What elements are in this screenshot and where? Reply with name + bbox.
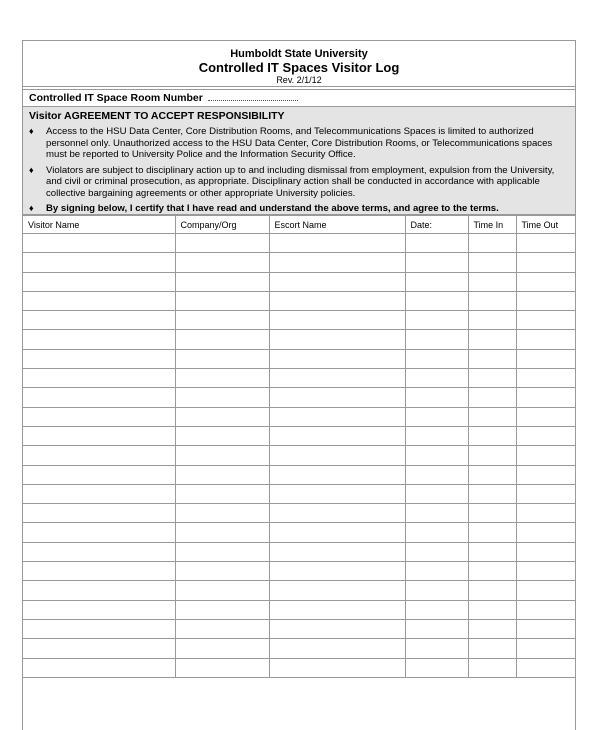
log-entry-cell[interactable]	[23, 562, 175, 581]
table-row	[23, 426, 576, 445]
log-entry-cell[interactable]	[405, 407, 468, 426]
table-row	[23, 484, 576, 503]
log-entry-cell[interactable]	[23, 504, 175, 523]
log-entry-cell[interactable]	[175, 446, 269, 465]
log-entry-cell[interactable]	[175, 311, 269, 330]
log-entry-cell[interactable]	[175, 562, 269, 581]
table-row	[23, 407, 576, 426]
table-row	[23, 253, 576, 272]
log-entry-cell[interactable]	[405, 658, 468, 677]
log-entry-cell[interactable]	[468, 407, 516, 426]
room-number-label: Controlled IT Space Room Number	[29, 92, 203, 104]
table-row	[23, 658, 576, 677]
diamond-bullet-icon: ♦	[29, 164, 34, 175]
log-entry-cell[interactable]	[23, 658, 175, 677]
visitor-log-table	[23, 215, 576, 678]
log-entry-cell[interactable]	[468, 272, 516, 291]
log-entry-cell[interactable]	[516, 253, 576, 272]
table-row	[23, 272, 576, 291]
log-entry-cell[interactable]	[269, 523, 405, 542]
log-entry-cell[interactable]	[405, 619, 468, 638]
log-entry-cell[interactable]	[516, 291, 576, 310]
log-entry-cell[interactable]	[405, 542, 468, 561]
log-entry-cell[interactable]	[175, 388, 269, 407]
form-header	[23, 41, 575, 87]
log-entry-cell[interactable]	[468, 465, 516, 484]
diamond-bullet-icon: ♦	[29, 203, 34, 213]
column-header-visitor-name: Visitor Name	[23, 216, 175, 234]
log-entry-cell[interactable]	[175, 600, 269, 619]
log-entry-cell[interactable]	[269, 407, 405, 426]
log-entry-cell[interactable]	[23, 639, 175, 658]
log-entry-cell[interactable]	[269, 234, 405, 253]
log-entry-cell[interactable]	[468, 484, 516, 503]
table-row	[23, 619, 576, 638]
column-header-company: Company/Org	[175, 216, 269, 234]
log-entry-cell[interactable]	[468, 369, 516, 388]
log-entry-cell[interactable]	[516, 234, 576, 253]
log-entry-cell[interactable]	[468, 446, 516, 465]
log-entry-cell[interactable]	[468, 234, 516, 253]
log-entry-cell[interactable]	[175, 291, 269, 310]
log-entry-cell[interactable]	[269, 504, 405, 523]
table-header-row	[23, 216, 576, 234]
log-entry-cell[interactable]	[468, 504, 516, 523]
log-entry-cell[interactable]	[405, 253, 468, 272]
log-entry-cell[interactable]	[405, 330, 468, 349]
log-entry-cell[interactable]	[269, 639, 405, 658]
log-entry-cell[interactable]	[175, 542, 269, 561]
bullet-text: Violators are subject to disciplinary action up to and including dismissal from employment, expulsion from the University, and civil or criminal prosecution, as appropriate. Disciplinary action shall be conducted in accordance with applicable collective bargaining agreements or other appropriate University policies.	[46, 164, 555, 199]
log-entry-cell[interactable]	[405, 639, 468, 658]
log-entry-cell[interactable]	[23, 484, 175, 503]
log-entry-cell[interactable]	[468, 426, 516, 445]
bullet-text: By signing below, I certify that I have read and understand the above terms, and agree to the terms.	[46, 203, 499, 214]
log-entry-cell[interactable]	[269, 253, 405, 272]
log-entry-cell[interactable]	[175, 426, 269, 445]
table-row	[23, 234, 576, 253]
log-entry-cell[interactable]	[516, 407, 576, 426]
log-entry-cell[interactable]	[23, 600, 175, 619]
table-row	[23, 600, 576, 619]
log-entry-cell[interactable]	[269, 600, 405, 619]
log-entry-cell[interactable]	[175, 369, 269, 388]
room-number-blank[interactable]	[208, 92, 298, 101]
log-entry-cell[interactable]	[468, 349, 516, 368]
log-entry-cell[interactable]	[468, 291, 516, 310]
log-entry-cell[interactable]	[175, 523, 269, 542]
log-entry-cell[interactable]	[468, 330, 516, 349]
log-entry-cell[interactable]	[175, 253, 269, 272]
log-entry-cell[interactable]	[405, 446, 468, 465]
log-entry-cell[interactable]	[23, 234, 175, 253]
log-entry-cell[interactable]	[405, 349, 468, 368]
log-entry-cell[interactable]	[23, 523, 175, 542]
table-row	[23, 562, 576, 581]
table-row	[23, 465, 576, 484]
log-entry-cell[interactable]	[468, 600, 516, 619]
room-number-field[interactable]	[23, 89, 575, 107]
log-entry-cell[interactable]	[405, 581, 468, 600]
log-entry-cell[interactable]	[405, 600, 468, 619]
log-entry-cell[interactable]	[23, 369, 175, 388]
agreement-bullet	[29, 126, 569, 161]
log-entry-cell[interactable]	[269, 562, 405, 581]
log-entry-cell[interactable]	[405, 291, 468, 310]
agreement-heading: Visitor AGREEMENT TO ACCEPT RESPONSIBILITY	[29, 110, 285, 122]
log-entry-cell[interactable]	[516, 369, 576, 388]
visitor-log-form	[22, 40, 576, 730]
log-entry-cell[interactable]	[175, 581, 269, 600]
bullet-text: Access to the HSU Data Center, Core Distribution Rooms, and Telecommunications Spaces is limited to authorized personnel only. Unauthorized access to the HSU Data Center, Core Distribution Rooms, or Telecommunications spaces must be reported to University Police and the Information Security Office.	[46, 126, 553, 160]
log-entry-cell[interactable]	[516, 446, 576, 465]
log-entry-cell[interactable]	[405, 369, 468, 388]
log-entry-cell[interactable]	[175, 484, 269, 503]
log-entry-cell[interactable]	[269, 465, 405, 484]
log-entry-cell[interactable]	[516, 581, 576, 600]
form-title: Controlled IT Spaces Visitor Log	[198, 60, 400, 75]
log-entry-cell[interactable]	[269, 542, 405, 561]
log-entry-cell[interactable]	[516, 426, 576, 445]
log-entry-cell[interactable]	[405, 465, 468, 484]
log-entry-cell[interactable]	[516, 523, 576, 542]
log-entry-cell[interactable]	[269, 272, 405, 291]
agreement-bullet	[29, 203, 569, 215]
revision-date: Rev. 2/1/12	[276, 75, 322, 85]
log-entry-cell[interactable]	[269, 388, 405, 407]
log-entry-cell[interactable]	[516, 484, 576, 503]
log-entry-cell[interactable]	[23, 581, 175, 600]
log-entry-cell[interactable]	[23, 619, 175, 638]
diamond-bullet-icon: ♦	[29, 126, 34, 136]
log-entry-cell[interactable]	[269, 581, 405, 600]
table-row	[23, 542, 576, 561]
log-entry-cell[interactable]	[269, 484, 405, 503]
log-entry-cell[interactable]	[405, 484, 468, 503]
log-entry-cell[interactable]	[175, 504, 269, 523]
table-row	[23, 523, 576, 542]
log-entry-cell[interactable]	[468, 619, 516, 638]
table-row	[23, 388, 576, 407]
log-entry-cell[interactable]	[269, 446, 405, 465]
log-entry-cell[interactable]	[516, 658, 576, 677]
table-row	[23, 349, 576, 368]
log-entry-cell[interactable]	[468, 581, 516, 600]
log-entry-cell[interactable]	[405, 311, 468, 330]
log-entry-cell[interactable]	[405, 234, 468, 253]
log-entry-cell[interactable]	[468, 523, 516, 542]
log-entry-cell[interactable]	[405, 562, 468, 581]
table-row	[23, 311, 576, 330]
column-header-date: Date:	[405, 216, 468, 234]
column-header-time-out: Time Out	[516, 216, 576, 234]
organization-name: Humboldt State University	[230, 48, 368, 60]
log-entry-cell[interactable]	[516, 562, 576, 581]
log-entry-cell[interactable]	[516, 639, 576, 658]
table-row	[23, 369, 576, 388]
log-entry-cell[interactable]	[23, 349, 175, 368]
log-entry-cell[interactable]	[516, 272, 576, 291]
table-row	[23, 581, 576, 600]
log-entry-cell[interactable]	[175, 407, 269, 426]
log-entry-cell[interactable]	[175, 349, 269, 368]
log-entry-cell[interactable]	[468, 562, 516, 581]
column-header-time-in: Time In	[468, 216, 516, 234]
log-entry-cell[interactable]	[23, 407, 175, 426]
agreement-bullet	[29, 165, 569, 200]
table-row	[23, 639, 576, 658]
log-entry-cell[interactable]	[516, 465, 576, 484]
log-entry-cell[interactable]	[269, 311, 405, 330]
log-entry-cell[interactable]	[23, 388, 175, 407]
log-entry-cell[interactable]	[468, 542, 516, 561]
log-entry-cell[interactable]	[23, 291, 175, 310]
log-entry-cell[interactable]	[405, 272, 468, 291]
log-entry-cell[interactable]	[516, 330, 576, 349]
log-entry-cell[interactable]	[175, 658, 269, 677]
log-entry-cell[interactable]	[269, 619, 405, 638]
log-entry-cell[interactable]	[23, 330, 175, 349]
log-entry-cell[interactable]	[23, 446, 175, 465]
log-entry-cell[interactable]	[269, 658, 405, 677]
log-entry-cell[interactable]	[516, 388, 576, 407]
log-entry-cell[interactable]	[405, 388, 468, 407]
log-entry-cell[interactable]	[405, 504, 468, 523]
log-entry-cell[interactable]	[405, 426, 468, 445]
table-body	[23, 234, 576, 678]
log-entry-cell[interactable]	[516, 504, 576, 523]
log-entry-cell[interactable]	[405, 523, 468, 542]
log-entry-cell[interactable]	[468, 388, 516, 407]
log-entry-cell[interactable]	[175, 330, 269, 349]
log-entry-cell[interactable]	[516, 542, 576, 561]
log-entry-cell[interactable]	[468, 253, 516, 272]
table-row	[23, 330, 576, 349]
log-entry-cell[interactable]	[23, 465, 175, 484]
log-entry-cell[interactable]	[468, 658, 516, 677]
log-entry-cell[interactable]	[23, 542, 175, 561]
log-entry-cell[interactable]	[269, 369, 405, 388]
log-entry-cell[interactable]	[269, 349, 405, 368]
log-entry-cell[interactable]	[269, 330, 405, 349]
log-entry-cell[interactable]	[516, 349, 576, 368]
log-entry-cell[interactable]	[175, 465, 269, 484]
log-entry-cell[interactable]	[175, 234, 269, 253]
log-entry-cell[interactable]	[468, 311, 516, 330]
table-row	[23, 291, 576, 310]
log-entry-cell[interactable]	[516, 311, 576, 330]
log-entry-cell[interactable]	[516, 619, 576, 638]
column-header-escort-name: Escort Name	[269, 216, 405, 234]
log-entry-cell[interactable]	[23, 253, 175, 272]
log-entry-cell[interactable]	[269, 291, 405, 310]
log-entry-cell[interactable]	[175, 272, 269, 291]
log-entry-cell[interactable]	[516, 600, 576, 619]
log-entry-cell[interactable]	[269, 426, 405, 445]
log-entry-cell[interactable]	[468, 639, 516, 658]
log-entry-cell[interactable]	[175, 639, 269, 658]
log-entry-cell[interactable]	[175, 619, 269, 638]
log-entry-cell[interactable]	[23, 426, 175, 445]
table-row	[23, 446, 576, 465]
log-entry-cell[interactable]	[23, 311, 175, 330]
log-entry-cell[interactable]	[23, 272, 175, 291]
table-row	[23, 504, 576, 523]
agreement-section	[23, 107, 575, 215]
